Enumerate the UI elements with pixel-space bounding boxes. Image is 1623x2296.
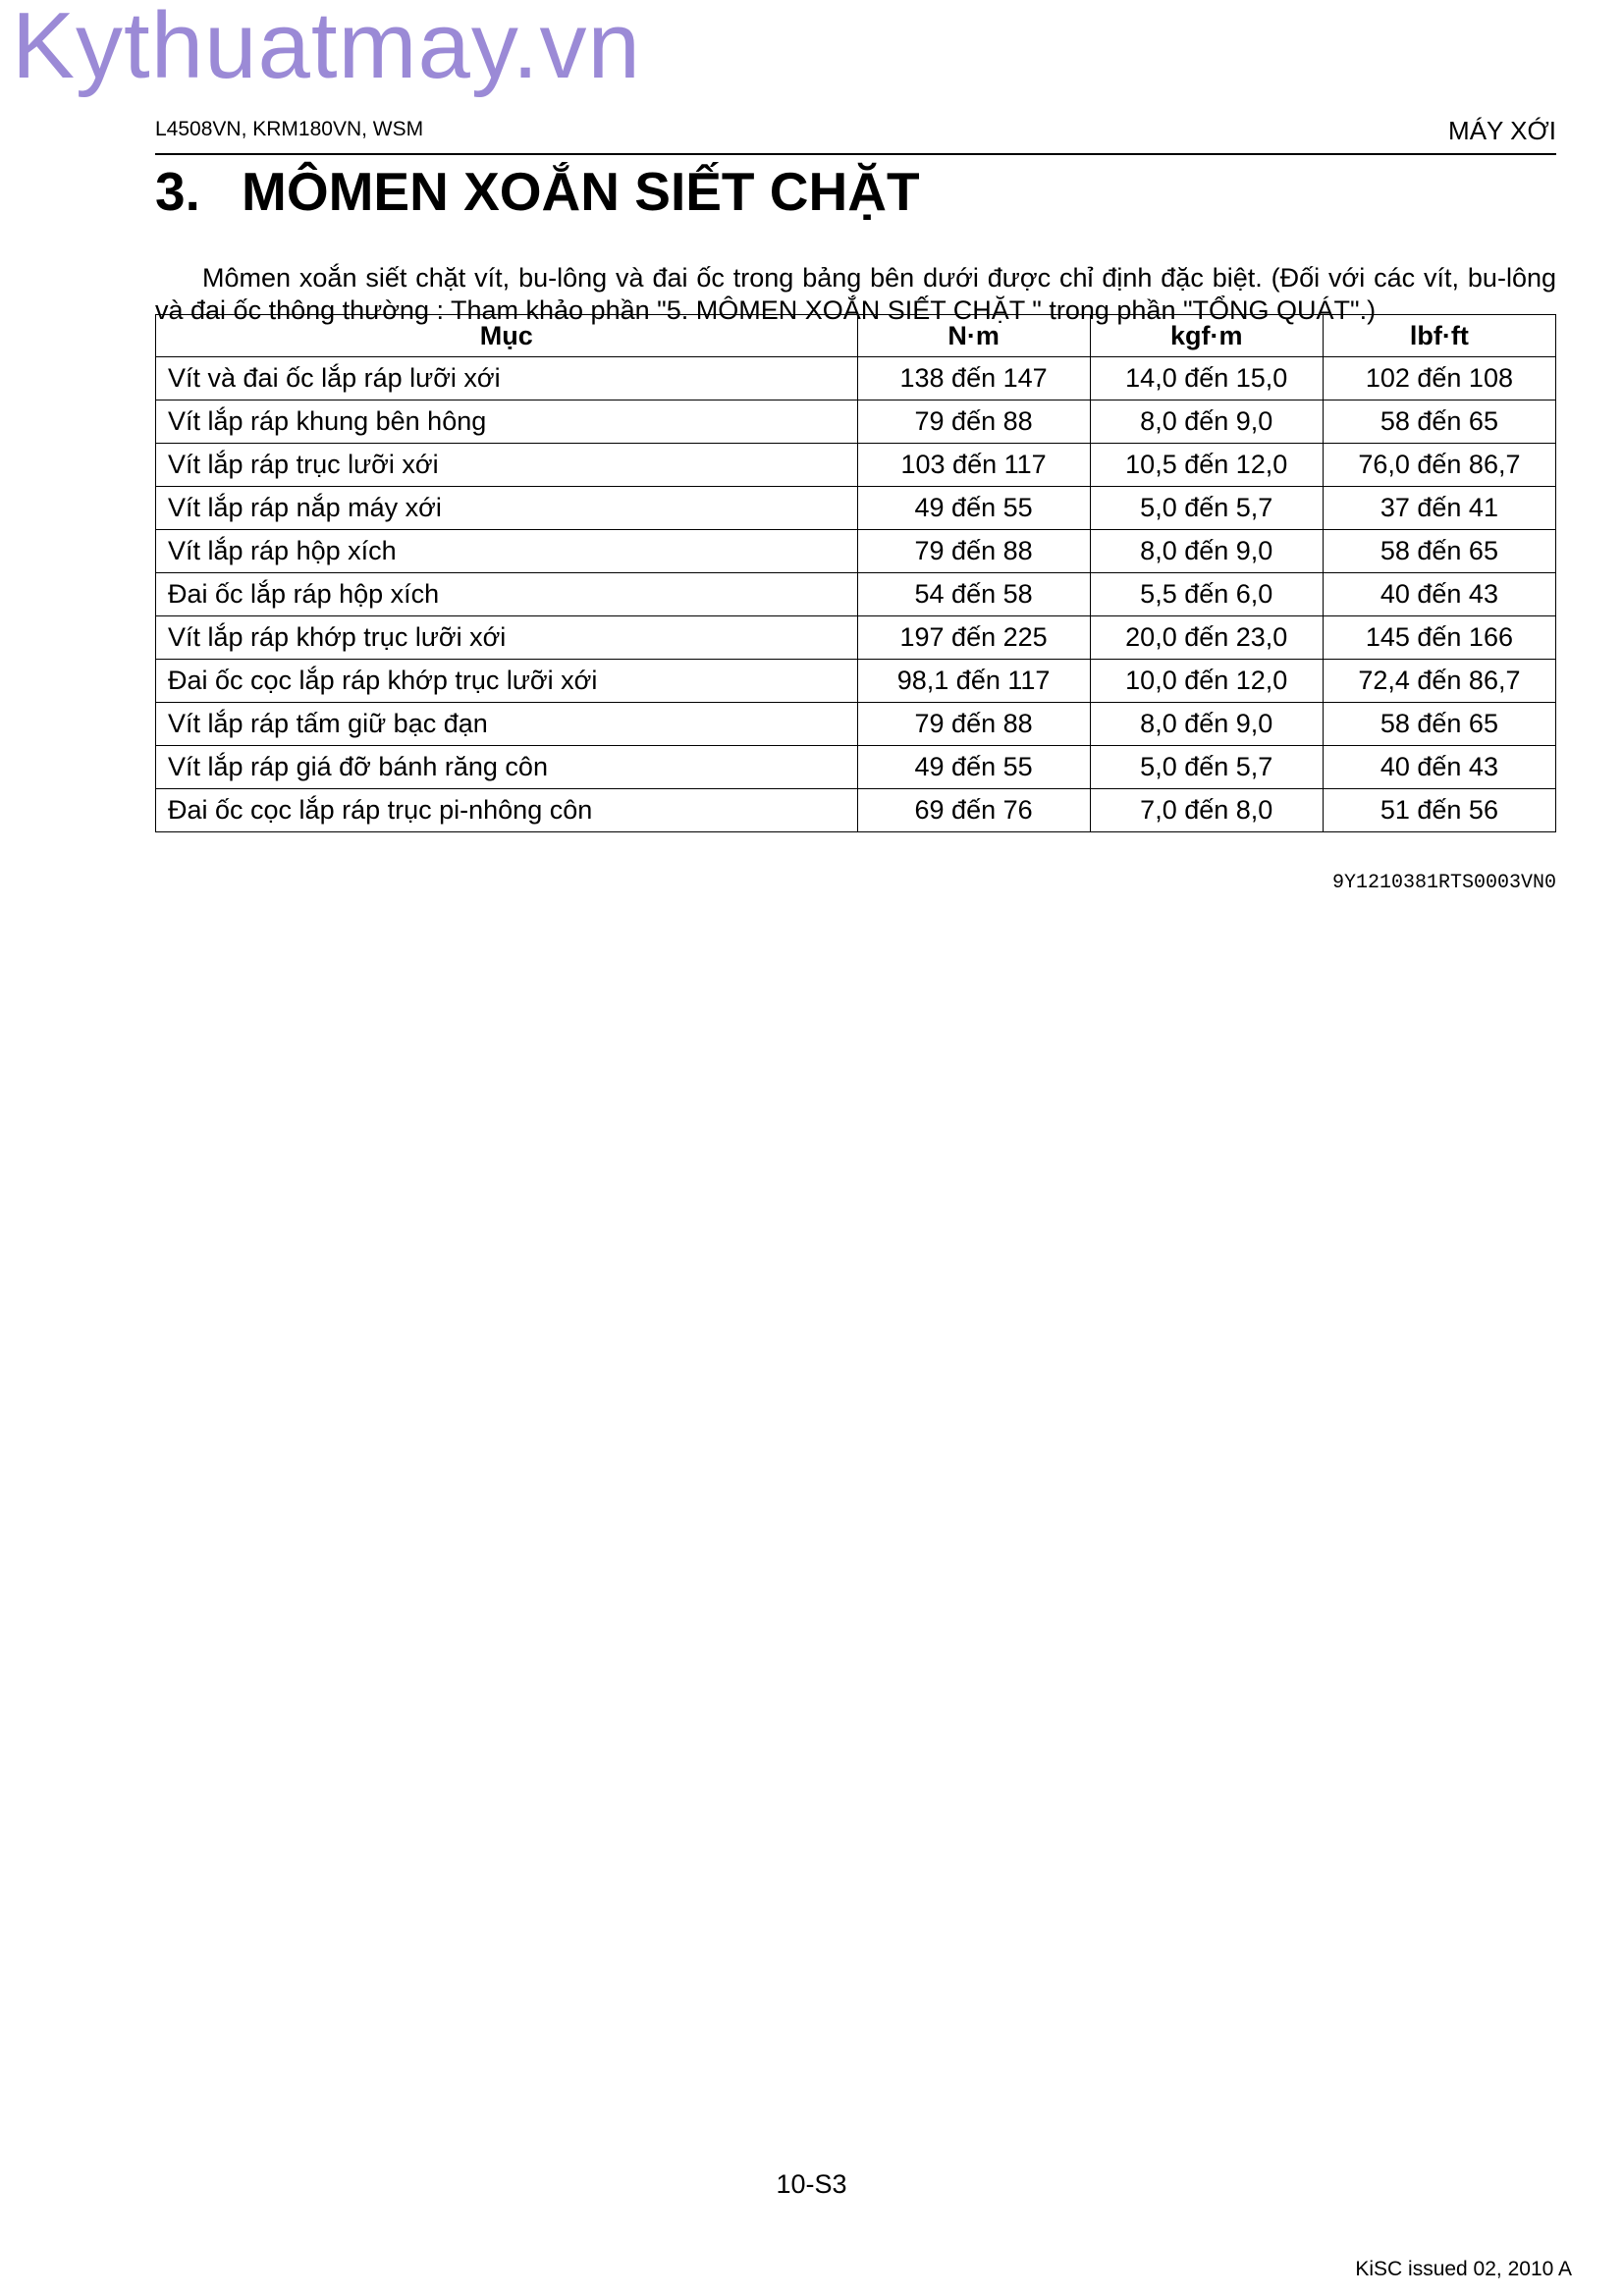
cell-nm: 79 đến 88 bbox=[857, 703, 1090, 746]
table-row bbox=[156, 660, 1556, 703]
title-text: MÔMEN XOẮN SIẾT CHẶT bbox=[242, 161, 920, 222]
page-header bbox=[155, 116, 1556, 155]
cell-kgfm: 20,0 đến 23,0 bbox=[1090, 616, 1323, 660]
issue-footer: KiSC issued 02, 2010 A bbox=[1355, 2258, 1572, 2280]
cell-kgfm: 14,0 đến 15,0 bbox=[1090, 357, 1323, 400]
cell-lbfft: 58 đến 65 bbox=[1323, 400, 1555, 444]
section-number: 3. bbox=[155, 161, 200, 222]
cell-lbfft: 58 đến 65 bbox=[1323, 530, 1555, 573]
cell-nm: 197 đến 225 bbox=[857, 616, 1090, 660]
column-header-item: Mục bbox=[156, 315, 858, 357]
cell-kgfm: 10,5 đến 12,0 bbox=[1090, 444, 1323, 487]
table-row bbox=[156, 444, 1556, 487]
cell-kgfm: 5,0 đến 5,7 bbox=[1090, 746, 1323, 789]
cell-lbfft: 37 đến 41 bbox=[1323, 487, 1555, 530]
torque-table bbox=[155, 314, 1556, 832]
cell-nm: 54 đến 58 bbox=[857, 573, 1090, 616]
cell-lbfft: 102 đến 108 bbox=[1323, 357, 1555, 400]
table-row bbox=[156, 746, 1556, 789]
column-header-lbfft: lbf·ft bbox=[1323, 315, 1555, 357]
table-header-row bbox=[156, 315, 1556, 357]
cell-item: Vít lắp ráp hộp xích bbox=[156, 530, 858, 573]
cell-nm: 79 đến 88 bbox=[857, 530, 1090, 573]
cell-kgfm: 7,0 đến 8,0 bbox=[1090, 789, 1323, 832]
cell-kgfm: 5,5 đến 6,0 bbox=[1090, 573, 1323, 616]
cell-item: Đai ốc cọc lắp ráp trục pi-nhông côn bbox=[156, 789, 858, 832]
table-row bbox=[156, 616, 1556, 660]
document-id: 9Y1210381RTS0003VN0 bbox=[1331, 872, 1556, 894]
cell-item: Đai ốc cọc lắp ráp khớp trục lưỡi xới bbox=[156, 660, 858, 703]
cell-kgfm: 10,0 đến 12,0 bbox=[1090, 660, 1323, 703]
cell-item: Vít lắp ráp khung bên hông bbox=[156, 400, 858, 444]
cell-lbfft: 51 đến 56 bbox=[1323, 789, 1555, 832]
cell-lbfft: 76,0 đến 86,7 bbox=[1323, 444, 1555, 487]
column-header-nm: N·m bbox=[857, 315, 1090, 357]
cell-kgfm: 5,0 đến 5,7 bbox=[1090, 487, 1323, 530]
cell-nm: 49 đến 55 bbox=[857, 487, 1090, 530]
cell-lbfft: 145 đến 166 bbox=[1323, 616, 1555, 660]
cell-item: Vít lắp ráp nắp máy xới bbox=[156, 487, 858, 530]
cell-item: Vít lắp ráp trục lưỡi xới bbox=[156, 444, 858, 487]
cell-kgfm: 8,0 đến 9,0 bbox=[1090, 530, 1323, 573]
page-number: 10-S3 bbox=[776, 2169, 847, 2199]
table-row bbox=[156, 573, 1556, 616]
cell-lbfft: 58 đến 65 bbox=[1323, 703, 1555, 746]
table-row bbox=[156, 703, 1556, 746]
table-row bbox=[156, 789, 1556, 832]
section-name: MÁY XỚI bbox=[1448, 116, 1556, 145]
cell-item: Vít lắp ráp giá đỡ bánh răng côn bbox=[156, 746, 858, 789]
cell-nm: 49 đến 55 bbox=[857, 746, 1090, 789]
cell-nm: 98,1 đến 117 bbox=[857, 660, 1090, 703]
cell-lbfft: 40 đến 43 bbox=[1323, 573, 1555, 616]
cell-kgfm: 8,0 đến 9,0 bbox=[1090, 400, 1323, 444]
cell-kgfm: 8,0 đến 9,0 bbox=[1090, 703, 1323, 746]
cell-nm: 69 đến 76 bbox=[857, 789, 1090, 832]
cell-item: Đai ốc lắp ráp hộp xích bbox=[156, 573, 858, 616]
column-header-kgfm: kgf·m bbox=[1090, 315, 1323, 357]
table-row bbox=[156, 400, 1556, 444]
cell-item: Vít và đai ốc lắp ráp lưỡi xới bbox=[156, 357, 858, 400]
cell-item: Vít lắp ráp khớp trục lưỡi xới bbox=[156, 616, 858, 660]
intro-paragraph: Mômen xoắn siết chặt vít, bu-lông và đai ốc trong bảng bên dưới được chỉ định đặc biệt. (Đối với các vít, bu-lông và đai ốc thông thường : Tham khảo phần "5. MÔMEN XOẮN SIẾT CHẶT " trong phần "TỔNG QUÁT".) bbox=[155, 263, 1556, 325]
watermark-logo: Kythuatmay.vn bbox=[12, 0, 641, 98]
cell-lbfft: 72,4 đến 86,7 bbox=[1323, 660, 1555, 703]
cell-lbfft: 40 đến 43 bbox=[1323, 746, 1555, 789]
table-row bbox=[156, 530, 1556, 573]
cell-nm: 103 đến 117 bbox=[857, 444, 1090, 487]
table-row bbox=[156, 487, 1556, 530]
cell-item: Vít lắp ráp tấm giữ bạc đạn bbox=[156, 703, 858, 746]
page-title bbox=[155, 161, 920, 223]
table-row bbox=[156, 357, 1556, 400]
cell-nm: 138 đến 147 bbox=[857, 357, 1090, 400]
model-list: L4508VN, KRM180VN, WSM bbox=[155, 118, 424, 140]
cell-nm: 79 đến 88 bbox=[857, 400, 1090, 444]
